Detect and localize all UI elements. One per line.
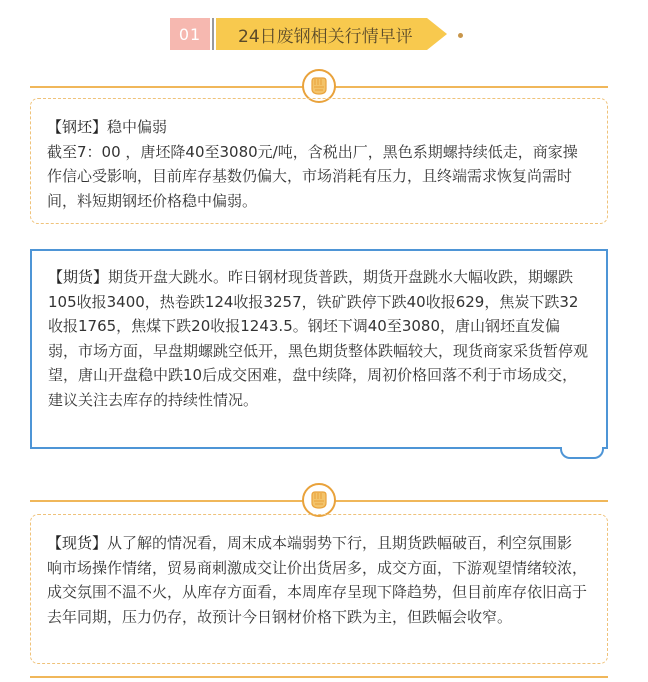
- billet-section: [30, 98, 608, 224]
- futures-body: 期货开盘大跳水。昨日钢材现货普跌，期货开盘跳水大幅收跌，期螺跌105收报3400，热卷跌124收报3257，铁矿跌停下跌40收报629，焦炭下跌32收报1765，焦煤下跌20收报1243.5。钢坯下调40至3080，唐山钢坯直发偏弱，市场方面，早盘期螺跳空低开，黑色期货整体跌幅较大，现货商家采货暂停观望，唐山开盘稳中跌10后成交困难，盘中续降，周初价格回落不利于市场成交，建议关注去库存的持续性情况。: [48, 268, 589, 409]
- futures-paragraph: [48, 265, 588, 412]
- spot-paragraph: [47, 531, 587, 629]
- fist-emblem-icon: [302, 483, 336, 517]
- spot-tag: 【现货】: [47, 534, 108, 552]
- billet-heading: 稳中偏弱: [107, 118, 168, 136]
- section-title: 24日废钢相关行情早评: [216, 18, 427, 50]
- section-title-bar: [170, 18, 427, 50]
- spot-body: 从了解的情况看，周末成本端弱势下行，且期货跌幅破百，利空氛围影响市场操作情绪，贸易商刺激成交让价出货居多，成交方面，下游观望情绪较浓，成交氛围不温不火，从库存方面看，本周库存呈现下降趋势，但目前库存依旧高于去年同期，压力仍存，故预计今日钢材价格下跌为主，但跌幅会收窄。: [47, 534, 588, 626]
- futures-section: [30, 249, 608, 449]
- title-dot-icon: [458, 33, 463, 38]
- billet-tag: 【钢坯】: [47, 118, 108, 136]
- section-number: 01: [170, 18, 210, 50]
- card-tail-decoration: [560, 447, 604, 459]
- futures-tag: 【期货】: [48, 268, 109, 286]
- billet-heading-line: [47, 115, 587, 140]
- billet-body: 截至7：00 ，唐坯降40至3080元/吨，含税出厂，黑色系期螺持续低走，商家操作信心受影响，目前库存基数仍偏大，市场消耗有压力，且终端需求恢复尚需时间，料短期钢坯价格稳中偏弱。: [47, 142, 578, 210]
- spot-section: [30, 514, 608, 664]
- divider-line: [30, 676, 608, 678]
